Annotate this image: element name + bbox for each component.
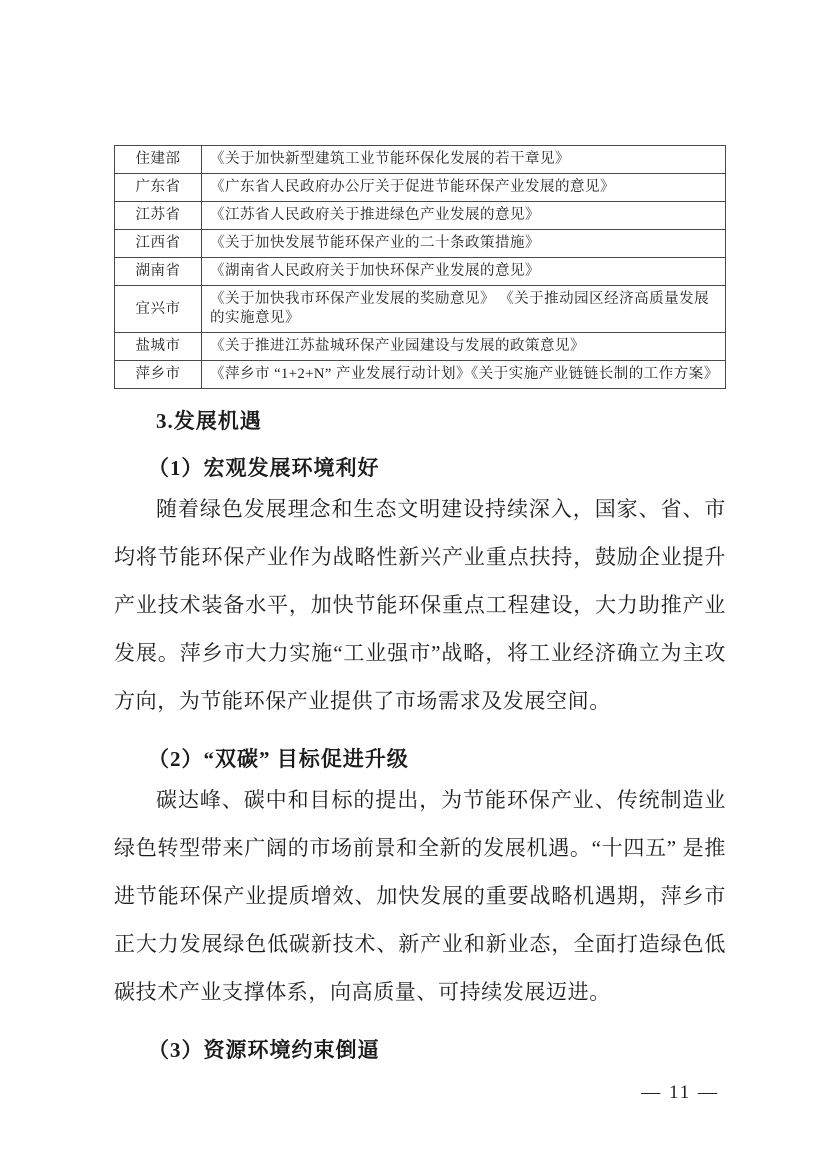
section-heading-development-opportunities: 3.发展机遇 <box>156 409 262 433</box>
policy-table-body <box>115 146 726 389</box>
sub-heading-resource-constraints: （3）资源环境约束倒逼 <box>148 1038 380 1062</box>
agency-cell: 盐城市 <box>115 333 202 361</box>
documents-cell: 《关于加快发展节能环保产业的二十条政策措施》 <box>202 230 726 258</box>
sub-heading-macro-environment: （1）宏观发展环境利好 <box>148 456 380 480</box>
agency-cell: 住建部 <box>115 146 202 174</box>
sub-heading-dual-carbon: （2）“双碳” 目标促进升级 <box>148 747 409 771</box>
agency-cell: 江苏省 <box>115 202 202 230</box>
page-content <box>114 145 726 1063</box>
table-row <box>115 174 726 202</box>
documents-cell: 《湖南省人民政府关于加快环保产业发展的意见》 <box>202 258 726 286</box>
documents-cell: 《萍乡市 “1+2+N” 产业发展行动计划》《关于实施产业链链长制的工作方案》 <box>202 361 726 389</box>
table-row <box>115 361 726 389</box>
agency-cell: 广东省 <box>115 174 202 202</box>
table-row <box>115 230 726 258</box>
documents-cell: 《江苏省人民政府关于推进绿色产业发展的意见》 <box>202 202 726 230</box>
documents-cell: 《广东省人民政府办公厅关于促进节能环保产业发展的意见》 <box>202 174 726 202</box>
documents-cell: 《关于加快我市环保产业发展的奖励意见》 《关于推动园区经济高质量发展的实施意见》 <box>202 286 726 333</box>
documents-cell: 《关于推进江苏盐城环保产业园建设与发展的政策意见》 <box>202 333 726 361</box>
table-row <box>115 258 726 286</box>
agency-cell: 湖南省 <box>115 258 202 286</box>
table-row <box>115 286 726 333</box>
agency-cell: 萍乡市 <box>115 361 202 389</box>
table-row <box>115 202 726 230</box>
agency-cell: 江西省 <box>115 230 202 258</box>
policy-documents-table <box>114 145 726 389</box>
paragraph-macro-environment: 随着绿色发展理念和生态文明建设持续深入，国家、省、市均将节能环保产业作为战略性新兴产业重点扶持，鼓励企业提升产业技术装备水平，加快节能环保重点工程建设，大力助推产业发展。萍乡市大力实施“工业强市”战略，将工业经济确立为主攻方向，为节能环保产业提供了市场需求及发展空间。 <box>114 497 726 713</box>
page-number: — 11 — <box>641 1082 719 1103</box>
table-row <box>115 333 726 361</box>
table-row <box>115 146 726 174</box>
paragraph-dual-carbon: 碳达峰、碳中和目标的提出，为节能环保产业、传统制造业绿色转型带来广阔的市场前景和全新的发展机遇。“十四五” 是推进节能环保产业提质增效、加快发展的重要战略机遇期，萍乡市正大力发展绿色低碳新技术、新产业和新业态，全面打造绿色低碳技术产业支撑体系，向高质量、可持续发展迈进。 <box>114 788 726 1004</box>
agency-cell: 宜兴市 <box>115 286 202 333</box>
documents-cell: 《关于加快新型建筑工业节能环保化发展的若干章见》 <box>202 146 726 174</box>
